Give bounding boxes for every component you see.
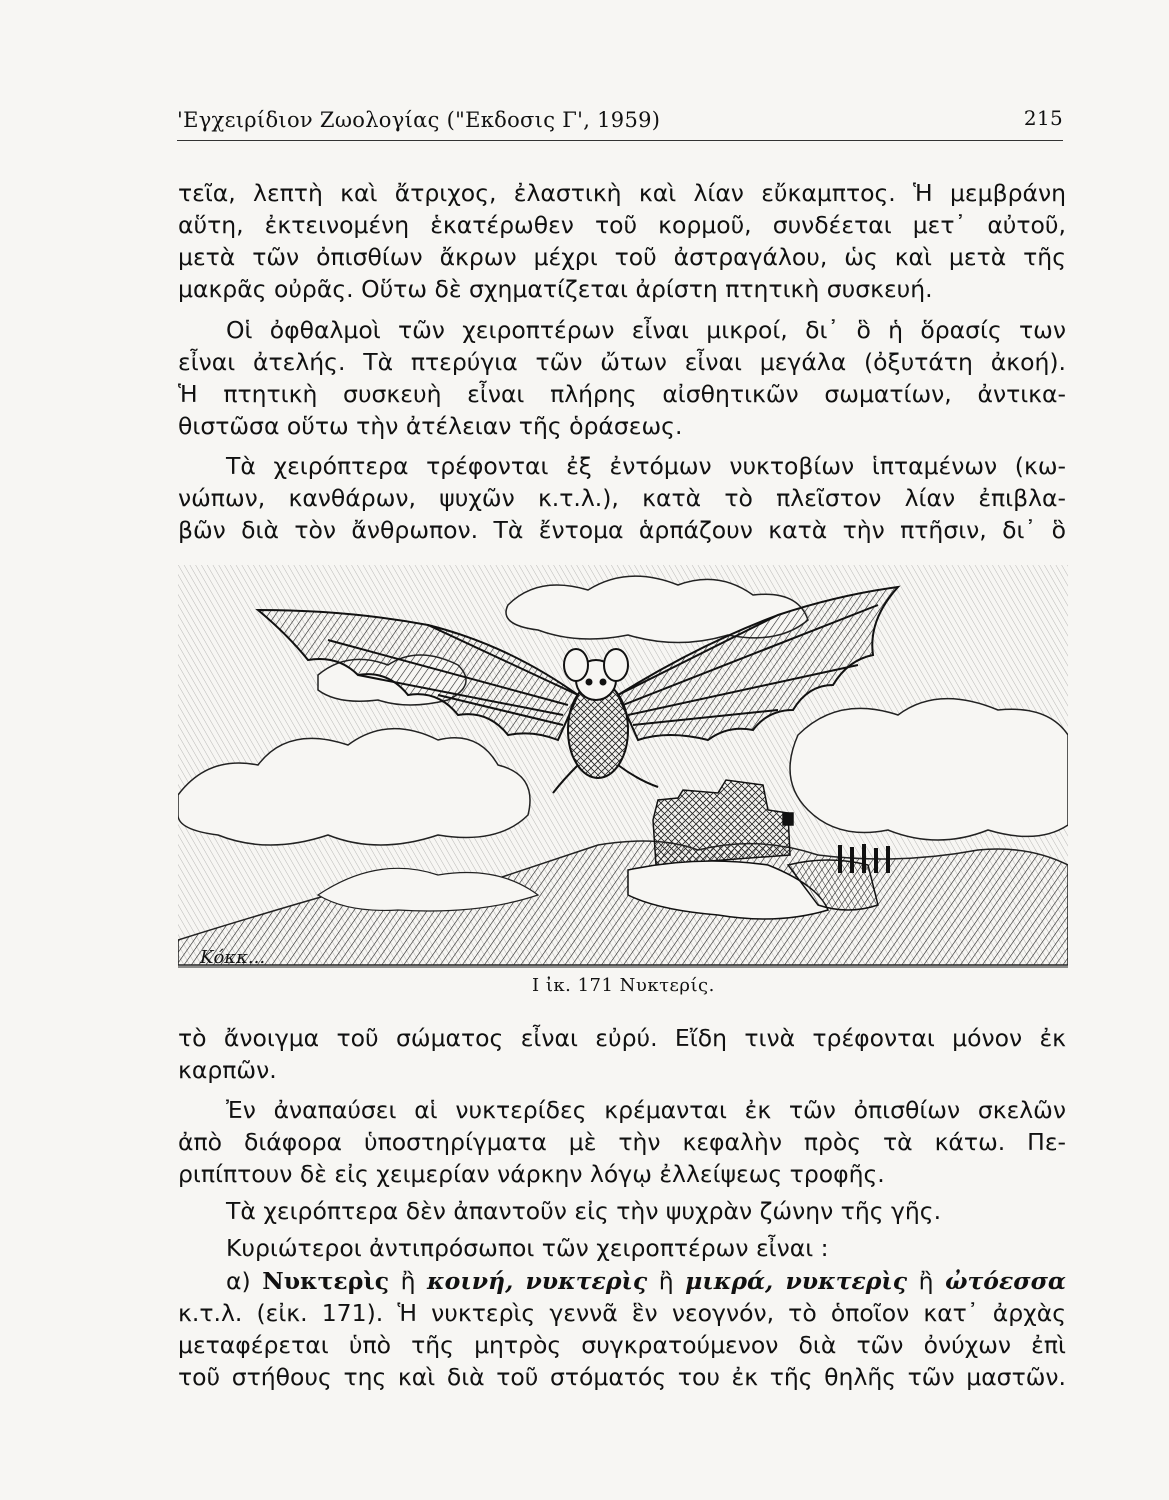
text-line: Τὰ χειρόπτερα δὲν ἀπαντοῦν εἰς τὴν ψυχρὰν ζώνην τῆς γῆς.	[226, 1197, 942, 1225]
bat-ear-right	[604, 649, 628, 681]
paragraph-species	[178, 1265, 1066, 1393]
text-line: Τὰ χειρόπτερα τρέφονται ἐξ ἐντόμων νυκτοβίων ἱπταμένων (κω-	[226, 452, 1066, 480]
list-marker: α)	[226, 1267, 251, 1295]
text-line: τεῖα, λεπτὴ καὶ ἄτριχος, ἐλαστικὴ καὶ λίαν εὔκαμπτος. Ἡ μεμβράνη	[178, 179, 1066, 207]
paragraph-membrane	[178, 177, 1066, 305]
figure-caption: Ι ἰκ. 171 Νυκτερίς.	[532, 975, 715, 996]
bat-eye	[601, 680, 606, 685]
bat-ear-left	[564, 649, 588, 681]
text-line: τοῦ στήθους της καὶ διὰ τοῦ στόματός του ἐκ τῆς θηλῆς τῶν μαστῶν.	[178, 1363, 1066, 1391]
text-line: καρπῶν.	[178, 1056, 277, 1084]
conjunction: ἢ	[918, 1267, 934, 1295]
term-common: κοινή, νυκτερὶς	[427, 1267, 648, 1295]
paragraph-diet	[178, 450, 1066, 546]
text-line: μακρᾶς οὐρᾶς. Οὕτω δὲ σχηματίζεται ἀρίστη πτητικὴ συσκευή.	[178, 275, 933, 303]
text-line: θιστῶσα οὕτω τὴν ἀτέλειαν τῆς ὁράσεως.	[178, 412, 683, 440]
artist-signature: Κόκκ...	[200, 947, 266, 968]
text-line: αὕτη, ἐκτεινομένη ἑκατέρωθεν τοῦ κορμοῦ, συνδέεται μετ᾽ αὐτοῦ,	[178, 211, 1066, 239]
text-line: κ.τ.λ. (εἰκ. 171). Ἡ νυκτερὶς γεννᾶ ἓν νεογνόν, τὸ ὁποῖον κατ᾽ ἀρχὰς	[178, 1299, 1066, 1327]
text-line: νώπων, κανθάρων, ψυχῶν κ.τ.λ.), κατὰ τὸ πλεῖστον λίαν ἐπιβλα-	[178, 484, 1066, 512]
text-line: ριπίπτουν δὲ εἰς χειμερίαν νάρκην λόγῳ ἐλλείψεως τροφῆς.	[178, 1160, 885, 1188]
page-number: 215	[1023, 106, 1063, 130]
bat-eye	[587, 680, 592, 685]
paragraph-eyes	[178, 314, 1066, 442]
paragraph-mouth	[178, 1022, 1066, 1086]
paragraph-rest	[178, 1094, 1066, 1190]
text-line: εἶναι ἀτελής. Τὰ πτερύγια τῶν ὤτων εἶναι μεγάλα (ὀξυτάτη ἀκοή).	[178, 348, 1066, 376]
text-line: βῶν διὰ τὸν ἄνθρωπον. Τὰ ἔντομα ἁρπάζουν κατὰ τὴν πτῆσιν, δι᾽ ὃ	[178, 516, 1066, 544]
bat-illustration	[178, 565, 1068, 975]
term-eared: ὠτόεσσα	[945, 1267, 1066, 1295]
term-bat: Νυκτερὶς	[262, 1267, 390, 1295]
paragraph-representatives	[178, 1232, 1066, 1264]
text-line: μετὰ τῶν ὀπισθίων ἄκρων μέχρι τοῦ ἀστραγάλου, ὡς καὶ μετὰ τῆς	[178, 243, 1066, 271]
running-head	[177, 106, 1063, 138]
text-line: Οἱ ὀφθαλμοὶ τῶν χειροπτέρων εἶναι μικροί, δι᾽ ὃ ἡ ὅρασίς των	[226, 316, 1066, 344]
book-title: 'Εγχειρίδιον Ζωολογίας ("Εκδοσις Γ', 1959)	[177, 108, 661, 132]
text-line: Κυριώτεροι ἀντιπρόσωποι τῶν χειροπτέρων εἶναι :	[226, 1234, 829, 1262]
term-small: μικρά, νυκτερὶς	[685, 1267, 908, 1295]
text-line: ἀπὸ διάφορα ὑποστηρίγματα μὲ τὴν κεφαλὴν πρὸς τὰ κάτω. Πε-	[178, 1128, 1066, 1156]
paragraph-distribution	[178, 1195, 1066, 1227]
text-line: τὸ ἄνοιγμα τοῦ σώματος εἶναι εὐρύ. Εἴδη τινὰ τρέφονται μόνον ἐκ	[178, 1024, 1066, 1052]
species-line	[178, 1265, 1066, 1297]
text-line: Ἐν ἀναπαύσει αἱ νυκτερίδες κρέμανται ἐκ τῶν ὀπισθίων σκελῶν	[226, 1096, 1066, 1124]
text-line: Ἡ πτητικὴ συσκευὴ εἶναι πλήρης αἰσθητικῶν σωματίων, ἀντικα-	[178, 380, 1066, 408]
conjunction: ἢ	[658, 1267, 674, 1295]
header-rule	[177, 140, 1063, 141]
text-line: μεταφέρεται ὑπὸ τῆς μητρὸς συγκρατούμενον διὰ τῶν ὀνύχων ἐπὶ	[178, 1331, 1066, 1359]
conjunction: ἢ	[400, 1267, 416, 1295]
